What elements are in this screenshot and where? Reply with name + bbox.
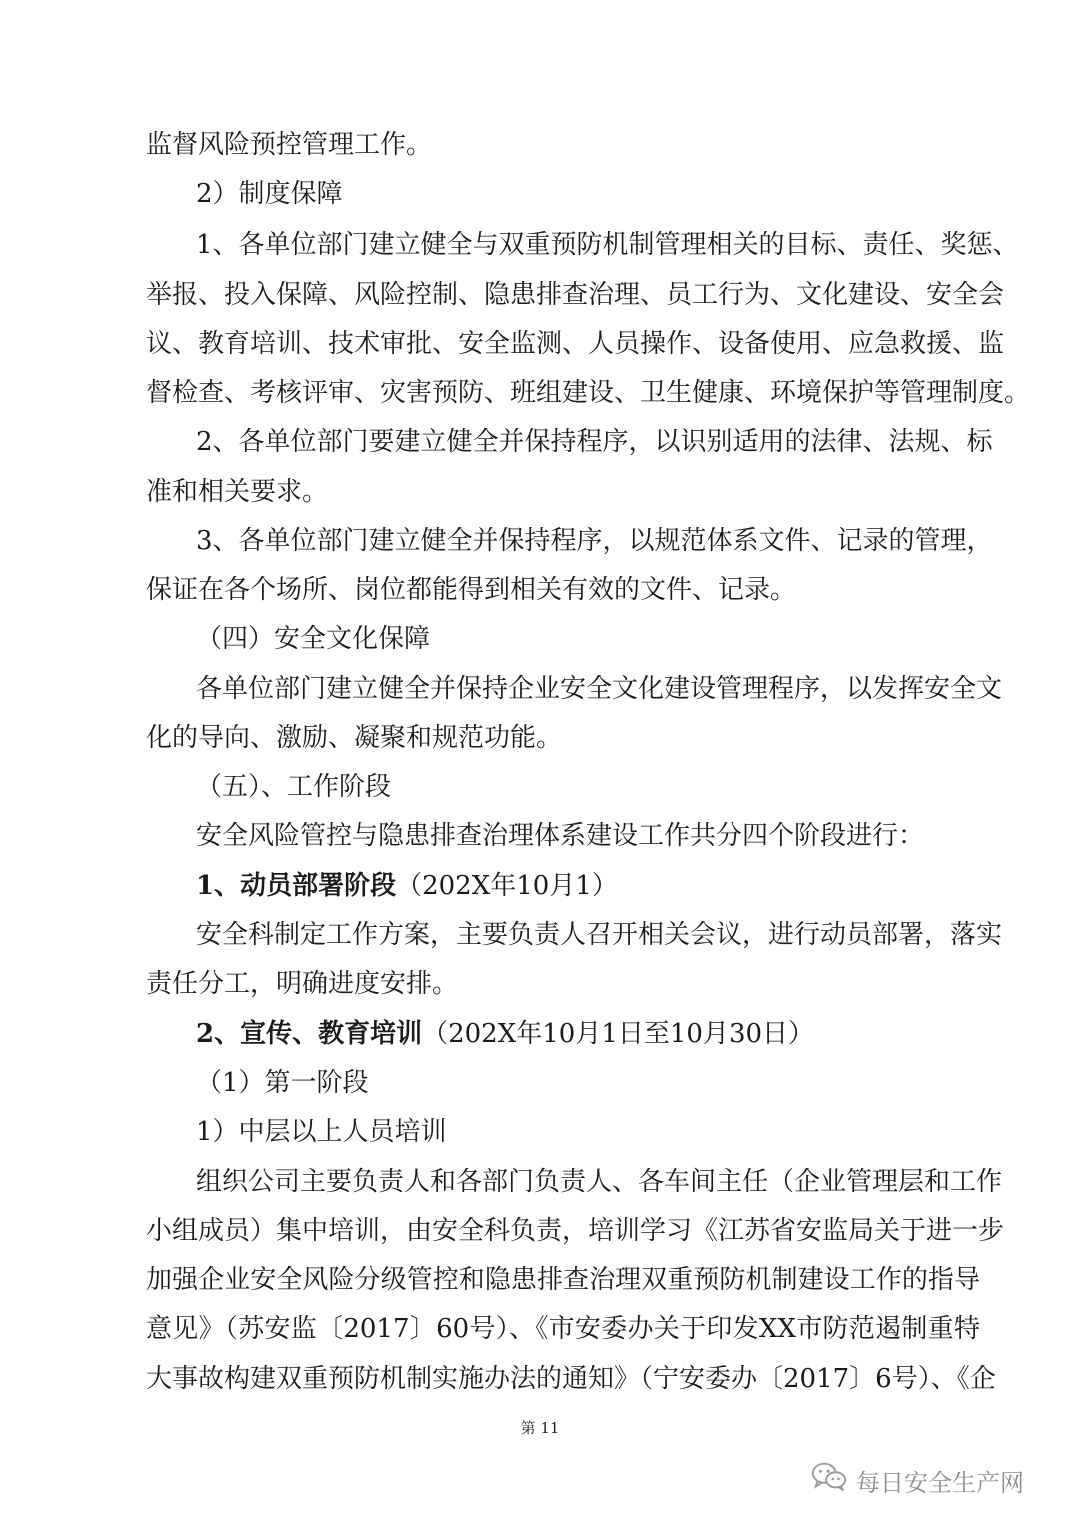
text-line: 议、教育培训、技术审批、安全监测、人员操作、设备使用、应急救援、监 (146, 329, 1005, 359)
stage-date: （202X年10月1日至10月30日） (422, 1019, 815, 1049)
text-line: 准和相关要求。 (146, 477, 329, 507)
stage-title: 2、宣传、教育培训 (196, 1019, 423, 1049)
watermark (810, 1460, 1024, 1500)
text-line: 化的导向、激励、凝聚和规范功能。 (146, 723, 563, 753)
stage-date: （202X年10月1） (396, 871, 618, 901)
text-line: 监督风险预控管理工作。 (146, 130, 433, 160)
stage-title: 1、动员部署阶段 (196, 871, 397, 901)
text-line: 大事故构建双重预防机制实施办法的通知》（宁安委办〔2017〕6号）、《企 (146, 1364, 996, 1394)
text-line: 督检查、考核评审、灾害预防、班组建设、卫生健康、环境保护等管理制度。 (146, 378, 1031, 408)
section-heading: （四）安全文化保障 (196, 624, 431, 654)
wechat-icon (810, 1460, 848, 1500)
text-line: 2、各单位部门要建立健全并保持程序，以识别适用的法律、法规、标 (196, 427, 993, 457)
text-line: 举报、投入保障、风险控制、隐患排查治理、员工行为、文化建设、安全会 (146, 280, 1005, 310)
section-heading: （五）、工作阶段 (196, 772, 392, 802)
text-line: 加强企业安全风险分级管控和隐患排查治理双重预防机制建设工作的指导 (146, 1265, 980, 1295)
page-number: 第 11 (520, 1419, 560, 1437)
text-line: 安全科制定工作方案，主要负责人召开相关会议，进行动员部署，落实 (196, 920, 1003, 950)
section-heading: 1）中层以上人员培训 (196, 1117, 447, 1147)
section-heading: 2）制度保障 (196, 179, 343, 209)
text-line: 保证在各个场所、岗位都能得到相关有效的文件、记录。 (146, 575, 797, 605)
section-heading: （1）第一阶段 (196, 1068, 369, 1098)
stage-heading (196, 869, 980, 903)
text-line: 责任分工，明确进度安排。 (146, 969, 459, 999)
text-line: 3、各单位部门建立健全并保持程序，以规范体系文件、记录的管理， (196, 526, 993, 556)
text-line: 1、各单位部门建立健全与双重预防机制管理相关的目标、责任、奖惩、 (196, 230, 1019, 260)
stage-heading (196, 1017, 980, 1051)
text-line: 意见》（苏安监〔2017〕60号）、《市安委办关于印发XX市防范遏制重特 (146, 1314, 980, 1344)
text-line: 安全风险管控与隐患排查治理体系建设工作共分四个阶段进行： (196, 821, 925, 851)
text-line: 组织公司主要负责人和各部门负责人、各车间主任（企业管理层和工作 (196, 1167, 1003, 1197)
text-line: 小组成员）集中培训，由安全科负责，培训学习《江苏省安监局关于进一步 (146, 1216, 1005, 1246)
watermark-text: 每日安全生产网 (856, 1468, 1024, 1497)
text-line: 各单位部门建立健全并保持企业安全文化建设管理程序，以发挥安全文 (196, 674, 1003, 704)
